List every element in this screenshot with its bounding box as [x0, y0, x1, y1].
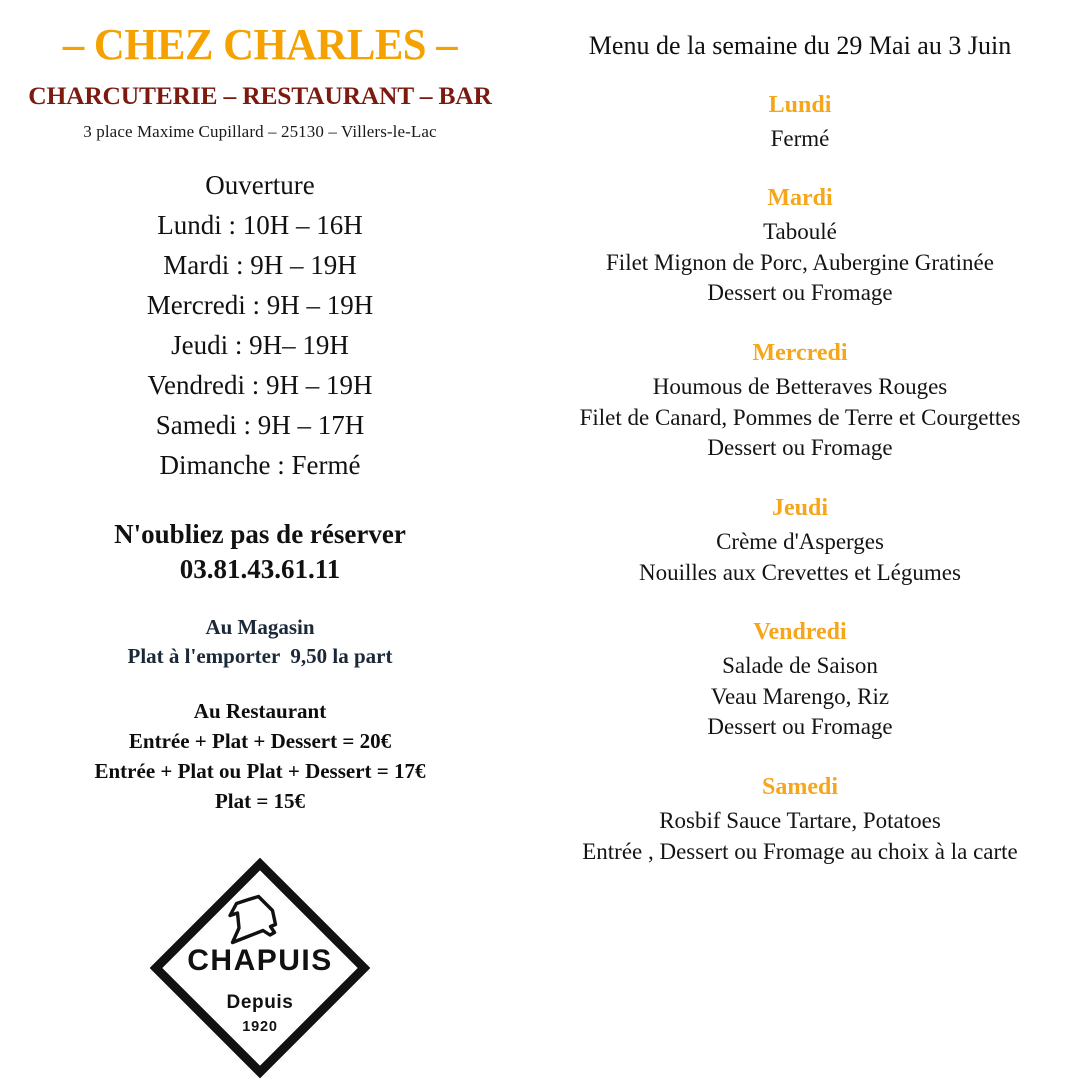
day-dish: Rosbif Sauce Tartare, Potatoes [659, 808, 941, 833]
day-dish: Dessert ou Fromage [707, 435, 893, 461]
day-dish: Taboulé [763, 219, 837, 245]
shop-pricing-block [0, 587, 520, 670]
opening-hours-row: Vendredi : 9H – 19H [147, 370, 373, 401]
brand-title: – CHEZ CHARLES – [62, 20, 458, 69]
day-dish: Filet de Canard, Pommes de Terre et Courgettes [579, 404, 1021, 430]
opening-hours-block [0, 142, 520, 479]
opening-hours-row: Mercredi : 9H – 19H [146, 290, 374, 321]
day-dish: Fermé [770, 125, 830, 151]
day-dish: Filet Mignon de Porc, Aubergine Gratinée [606, 249, 994, 275]
day-dish: Entrée , Dessert ou Fromage au choix à la carte [582, 838, 1018, 864]
opening-hours-row: Dimanche : Fermé [159, 450, 361, 481]
day-heading: Samedi [761, 773, 838, 800]
opening-hours-row: Mardi : 9H – 19H [163, 250, 357, 281]
menu-day-mardi [520, 154, 1080, 309]
menu-day-samedi [520, 743, 1080, 867]
logo-since-label: Depuis [226, 992, 294, 1013]
shop-heading: Au Magasin [205, 615, 315, 640]
brand-subtitle: CHARCUTERIE – RESTAURANT – BAR [28, 80, 492, 110]
opening-hours-row: Lundi : 10H – 16H [157, 210, 363, 241]
day-heading: Mercredi [752, 340, 848, 367]
menu-day-jeudi [520, 464, 1080, 588]
menu-week-title: Menu de la semaine du 29 Mai au 3 Juin [588, 31, 1012, 60]
reservation-message: N'oubliez pas de réserver [114, 519, 406, 550]
day-dish: Dessert ou Fromage [707, 280, 893, 306]
restaurant-heading: Au Restaurant [193, 699, 327, 724]
day-heading: Lundi [768, 91, 832, 118]
restaurant-pricing-block [0, 670, 520, 816]
brand-address: 3 place Maxime Cupillard – 25130 – Villers-le-Lac [83, 121, 437, 141]
reservation-phone-number[interactable]: 03.81.43.61.11 [179, 554, 341, 585]
day-dish: Veau Marengo, Riz [710, 683, 890, 709]
day-heading: Jeudi [771, 494, 828, 521]
restaurant-price-row: Entrée + Plat ou Plat + Dessert = 17€ [94, 758, 426, 783]
chapuis-logo [150, 858, 370, 1080]
day-dish: Salade de Saison [722, 653, 878, 679]
opening-hours-row: Samedi : 9H – 17H [155, 410, 365, 441]
day-dish: Nouilles aux Crevettes et Légumes [639, 559, 961, 585]
menu-day-mercredi [520, 309, 1080, 464]
opening-hours-row: Jeudi : 9H– 19H [171, 330, 349, 361]
day-heading: Vendredi [753, 619, 847, 646]
menu-day-vendredi [520, 588, 1080, 743]
day-heading: Mardi [767, 185, 833, 212]
opening-hours-heading: Ouverture [205, 170, 315, 201]
logo-since-year: 1920 [242, 1019, 278, 1035]
restaurant-price-row: Entrée + Plat + Dessert = 20€ [128, 728, 392, 753]
day-dish: Houmous de Betteraves Rouges [652, 374, 948, 400]
reservation-block [0, 492, 520, 587]
day-dish: Crème d'Asperges [716, 528, 884, 554]
shop-takeaway-price: Plat à l'emporter 9,50 la part [127, 643, 393, 668]
logo-name: CHAPUIS [187, 944, 333, 977]
day-dish: Dessert ou Fromage [707, 714, 893, 740]
weekly-menu-column [520, 0, 1080, 1080]
restaurant-price-row: Plat = 15€ [214, 788, 306, 813]
menu-day-lundi [520, 61, 1080, 155]
